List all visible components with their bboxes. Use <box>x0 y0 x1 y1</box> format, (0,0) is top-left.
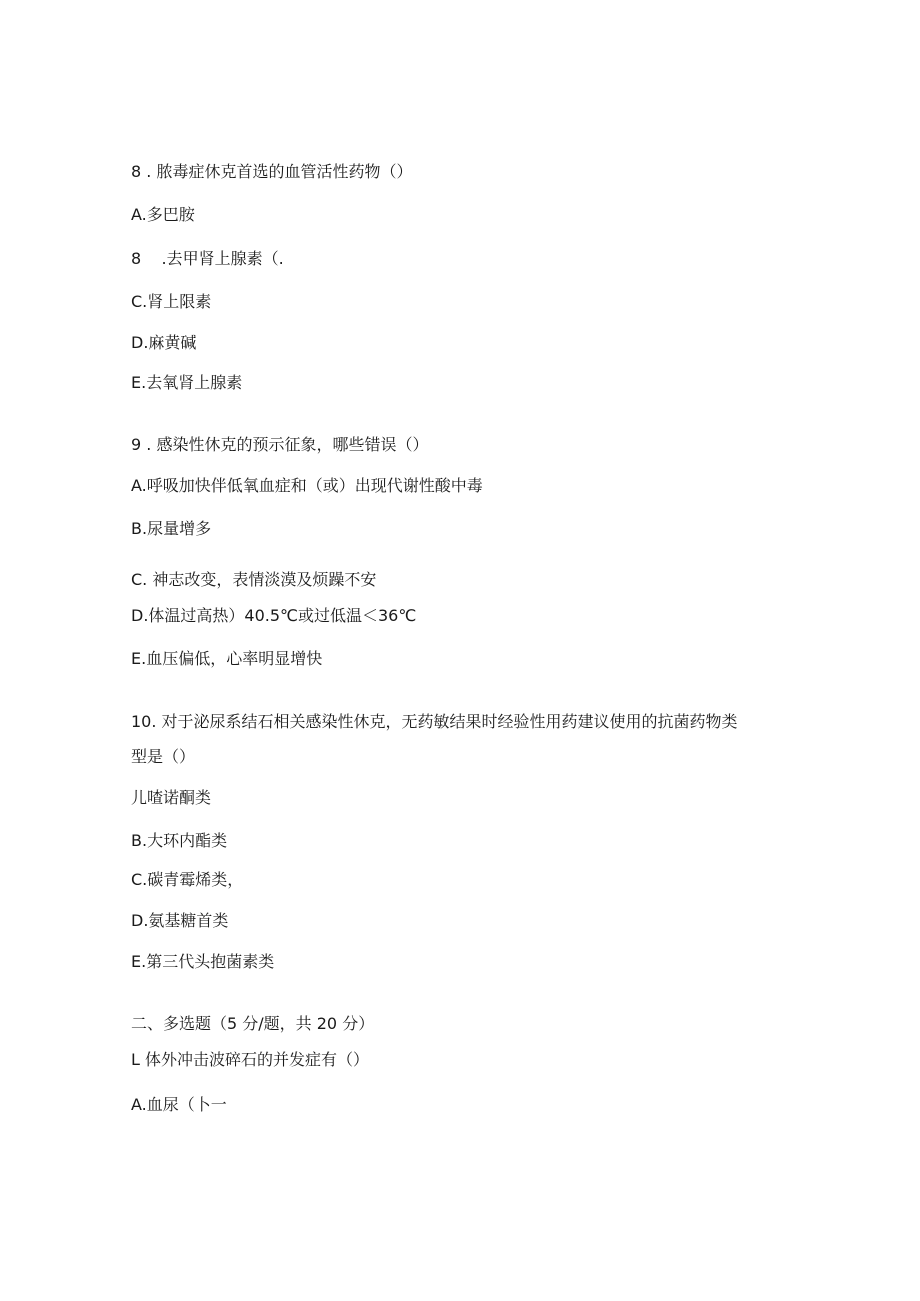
question-9-option-d: D.体温过高热）40.5℃或过低温＜36℃ <box>131 606 417 625</box>
question-10-stem-line-1: 10. 对于泌尿系结石相关感染性休克，无药敏结果时经验性用药建议使用的抗菌药物类 <box>131 712 738 731</box>
question-10-option-a: 儿喳诺酮类 <box>131 788 212 807</box>
question-8-option-d: D.麻黄碱 <box>131 333 197 352</box>
question-8-option-c: C.肾上限素 <box>131 292 212 311</box>
question-8-option-b: 8 .去甲肾上腺素（. <box>131 249 284 268</box>
section-2-heading: 二、多选题（5 分/题，共 20 分） <box>131 1014 375 1033</box>
question-10-option-e: E.第三代头抱菌素类 <box>131 952 275 971</box>
question-9-stem: 9 . 感染性休克的预示征象，哪些错误（） <box>131 435 429 454</box>
question-9-option-e: E.血压偏低，心率明显增快 <box>131 649 323 668</box>
question-10-option-b: B.大环内酯类 <box>131 831 228 850</box>
question-9-option-c: C. 神志改变，表情淡漠及烦躁不安 <box>131 570 377 589</box>
question-10-option-c: C.碳青霉烯类， <box>131 870 244 889</box>
question-9-option-a: A.呼吸加快伴低氧血症和（或）出现代谢性酸中毒 <box>131 476 483 495</box>
question-8-option-a: A.多巴胺 <box>131 205 195 224</box>
multi-question-1-option-a: A.血尿（卜一 <box>131 1095 227 1114</box>
question-10-stem-line-2: 型是（） <box>131 747 196 766</box>
question-8-option-e: E.去氧肾上腺素 <box>131 373 243 392</box>
multi-question-1-stem: L 体外冲击波碎石的并发症有（） <box>131 1050 370 1069</box>
question-9-option-b: B.尿量增多 <box>131 519 212 538</box>
question-10-option-d: D.氨基糖首类 <box>131 911 229 930</box>
question-8-stem: 8 . 脓毒症休克首选的血管活性药物（） <box>131 162 413 181</box>
